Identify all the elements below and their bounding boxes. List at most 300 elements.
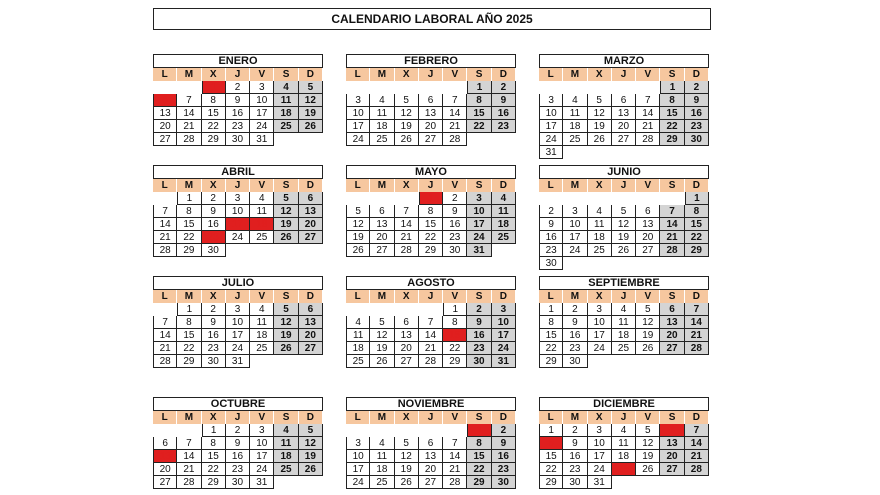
day-cell: 1 [539,303,563,316]
day-cell: 1 [419,192,443,205]
day-cell: 9 [539,218,563,231]
day-cell: 28 [419,355,443,368]
day-cell: 26 [636,342,660,355]
empty-cell [660,192,684,205]
day-cell: 6 [395,316,419,329]
weekday-header: D [492,179,516,192]
day-cell: 1 [202,424,226,437]
day-cell: 2 [467,303,491,316]
day-cell: 30 [492,476,516,489]
weekday-header: D [685,411,709,424]
day-cell: 15 [467,107,491,120]
day-cell: 3 [492,303,516,316]
weekday-header: V [636,290,660,303]
month-block-septiembre [539,276,709,368]
day-cell: 17 [346,120,370,133]
day-cell: 23 [467,342,491,355]
day-cell: 27 [419,476,443,489]
empty-cell [346,424,370,437]
day-cell: 3 [226,192,250,205]
day-cell: 19 [346,231,370,244]
day-cell: 23 [563,342,587,355]
day-cell: 18 [563,120,587,133]
day-cell: 7 [660,205,684,218]
day-cell: 25 [563,133,587,146]
empty-cell [370,81,394,94]
day-cell: 31 [250,476,274,489]
day-cell: 16 [202,329,226,342]
day-cell: 19 [370,342,394,355]
weekday-header: M [370,68,394,81]
day-cell: 21 [685,450,709,463]
day-cell: 13 [153,107,177,120]
weekday-header: D [492,68,516,81]
weekday-header: M [370,290,394,303]
month-name: ENERO [153,54,323,68]
empty-cell [612,192,636,205]
day-cell: 27 [660,342,684,355]
day-cell: 24 [588,463,612,476]
day-cell: 2 [563,303,587,316]
day-cell: 26 [299,463,323,476]
day-cell: 25 [370,476,394,489]
day-cell: 24 [588,342,612,355]
weekday-header: X [588,68,612,81]
day-cell: 1 [685,192,709,205]
day-cell: 31 [492,355,516,368]
day-cell: 13 [419,450,443,463]
empty-cell [177,81,201,94]
weekday-header: J [419,290,443,303]
month-days-grid [153,411,323,489]
day-cell: 5 [588,94,612,107]
day-cell: 21 [443,120,467,133]
day-cell: 23 [202,231,226,244]
day-cell: 5 [299,81,323,94]
day-cell: 22 [202,463,226,476]
day-cell: 9 [202,316,226,329]
day-cell: 28 [153,244,177,257]
day-cell: 17 [467,218,491,231]
day-cell: 29 [202,133,226,146]
day-cell: 9 [202,205,226,218]
day-cell: 5 [636,424,660,437]
day-cell: 22 [202,120,226,133]
day-cell: 28 [660,244,684,257]
day-cell: 13 [419,107,443,120]
day-cell: 19 [395,120,419,133]
day-cell: 17 [346,463,370,476]
weekday-header: L [539,290,563,303]
day-cell: 15 [177,329,201,342]
day-cell: 28 [153,355,177,368]
day-cell: 24 [226,342,250,355]
weekday-header: S [467,411,491,424]
day-cell: 1 [202,81,226,94]
month-block-mayo [346,165,516,257]
day-cell: 27 [153,133,177,146]
weekday-header: M [177,411,201,424]
day-cell: 15 [202,450,226,463]
day-cell: 23 [226,120,250,133]
day-cell: 3 [588,303,612,316]
day-cell: 8 [177,316,201,329]
day-cell: 29 [443,355,467,368]
day-cell: 4 [563,94,587,107]
empty-cell [443,81,467,94]
day-cell: 1 [177,303,201,316]
empty-cell [346,81,370,94]
month-days-grid [539,411,709,489]
day-cell: 9 [443,205,467,218]
empty-cell [419,303,443,316]
weekday-header: D [685,179,709,192]
day-cell: 1 [660,81,684,94]
day-cell: 29 [202,476,226,489]
day-cell: 13 [299,316,323,329]
day-cell: 21 [443,463,467,476]
month-name: AGOSTO [346,276,516,290]
day-cell: 1 [177,192,201,205]
day-cell: 3 [250,81,274,94]
day-cell: 2 [226,424,250,437]
weekday-header: J [612,290,636,303]
day-cell: 19 [636,329,660,342]
day-cell: 14 [660,218,684,231]
day-cell: 25 [250,342,274,355]
day-cell: 16 [492,107,516,120]
day-cell: 3 [563,205,587,218]
day-cell: 20 [612,120,636,133]
month-block-diciembre [539,397,709,489]
month-days-grid [539,179,709,270]
day-cell: 1 [467,81,491,94]
day-cell: 11 [274,437,298,450]
weekday-header: V [443,290,467,303]
day-cell: 2 [492,81,516,94]
day-cell: 27 [660,463,684,476]
empty-cell [153,192,177,205]
day-cell: 24 [250,463,274,476]
day-cell: 6 [636,205,660,218]
day-cell: 12 [636,316,660,329]
empty-cell [539,192,563,205]
weekday-header: S [274,179,298,192]
empty-cell [395,81,419,94]
day-cell: 14 [636,107,660,120]
day-cell: 25 [612,463,636,476]
weekday-header: L [153,68,177,81]
day-cell: 4 [250,192,274,205]
day-cell: 22 [539,463,563,476]
day-cell: 6 [299,303,323,316]
day-cell: 27 [612,133,636,146]
day-cell: 22 [539,342,563,355]
weekday-header: V [250,68,274,81]
day-cell: 27 [153,476,177,489]
day-cell: 15 [539,329,563,342]
day-cell: 31 [250,133,274,146]
day-cell: 23 [539,244,563,257]
day-cell: 18 [250,329,274,342]
empty-cell [443,424,467,437]
day-cell: 20 [370,231,394,244]
weekday-header: M [563,68,587,81]
day-cell: 25 [250,231,274,244]
day-cell: 19 [274,218,298,231]
day-cell: 16 [226,450,250,463]
day-cell: 5 [274,192,298,205]
day-cell: 9 [563,316,587,329]
weekday-header: M [370,411,394,424]
day-cell: 16 [563,329,587,342]
day-cell: 21 [177,120,201,133]
weekday-header: X [395,68,419,81]
month-block-junio [539,165,709,270]
empty-cell [636,81,660,94]
day-cell: 26 [395,133,419,146]
month-name: MARZO [539,54,709,68]
empty-cell [370,424,394,437]
empty-cell [370,303,394,316]
day-cell: 26 [299,120,323,133]
day-cell: 13 [395,329,419,342]
empty-cell [177,424,201,437]
weekday-header: S [660,68,684,81]
day-cell: 3 [539,94,563,107]
day-cell: 2 [563,424,587,437]
month-block-agosto [346,276,516,368]
day-cell: 20 [660,329,684,342]
day-cell: 12 [370,329,394,342]
day-cell: 26 [370,355,394,368]
weekday-header: V [250,411,274,424]
weekday-header: L [153,290,177,303]
weekday-header: M [563,290,587,303]
day-cell: 6 [299,192,323,205]
day-cell: 15 [539,450,563,463]
day-cell: 18 [492,218,516,231]
empty-cell [563,192,587,205]
day-cell: 1 [539,424,563,437]
empty-cell [395,303,419,316]
day-cell: 6 [370,205,394,218]
weekday-header: X [588,179,612,192]
day-cell: 18 [274,107,298,120]
month-block-octubre [153,397,323,489]
weekday-header: V [636,68,660,81]
day-cell: 29 [177,244,201,257]
day-cell: 19 [299,450,323,463]
day-cell: 12 [395,450,419,463]
day-cell: 12 [299,437,323,450]
day-cell: 17 [250,450,274,463]
empty-cell [153,81,177,94]
day-cell: 16 [492,450,516,463]
day-cell: 16 [685,107,709,120]
day-cell: 6 [660,424,684,437]
weekday-header: S [660,290,684,303]
day-cell: 7 [177,437,201,450]
day-cell: 22 [467,120,491,133]
month-days-grid [346,179,516,257]
day-cell: 28 [443,476,467,489]
weekday-header: D [685,68,709,81]
month-block-marzo [539,54,709,159]
day-cell: 2 [202,303,226,316]
day-cell: 28 [177,133,201,146]
empty-cell [588,81,612,94]
day-cell: 24 [346,476,370,489]
weekday-header: X [202,179,226,192]
day-cell: 25 [274,463,298,476]
day-cell: 6 [419,94,443,107]
day-cell: 30 [443,244,467,257]
day-cell: 4 [492,192,516,205]
month-name: FEBRERO [346,54,516,68]
day-cell: 7 [636,94,660,107]
day-cell: 16 [202,218,226,231]
day-cell: 12 [636,437,660,450]
day-cell: 2 [202,192,226,205]
day-cell: 24 [563,244,587,257]
day-cell: 6 [153,94,177,107]
weekday-header: L [346,411,370,424]
day-cell: 27 [370,244,394,257]
day-cell: 28 [395,244,419,257]
weekday-header: S [274,411,298,424]
weekday-header: S [274,68,298,81]
month-block-febrero [346,54,516,146]
day-cell: 10 [563,218,587,231]
weekday-header: S [467,68,491,81]
day-cell: 17 [588,450,612,463]
month-block-julio [153,276,323,368]
day-cell: 28 [636,133,660,146]
weekday-header: V [443,179,467,192]
day-cell: 9 [226,94,250,107]
day-cell: 29 [660,133,684,146]
weekday-header: V [250,290,274,303]
day-cell: 8 [177,205,201,218]
weekday-header: V [636,179,660,192]
month-name: DICIEMBRE [539,397,709,411]
weekday-header: J [226,68,250,81]
day-cell: 26 [612,244,636,257]
empty-cell [395,192,419,205]
day-cell: 21 [177,463,201,476]
day-cell: 22 [660,120,684,133]
day-cell: 31 [467,244,491,257]
month-block-abril [153,165,323,257]
day-cell: 18 [370,463,394,476]
day-cell: 11 [274,94,298,107]
day-cell: 11 [588,218,612,231]
day-cell: 9 [467,316,491,329]
day-cell: 16 [467,329,491,342]
day-cell: 10 [346,107,370,120]
day-cell: 16 [563,450,587,463]
day-cell: 27 [299,342,323,355]
day-cell: 24 [226,231,250,244]
day-cell: 9 [563,437,587,450]
weekday-header: M [563,411,587,424]
day-cell: 4 [250,303,274,316]
day-cell: 24 [539,133,563,146]
day-cell: 20 [419,120,443,133]
weekday-header: S [660,179,684,192]
day-cell: 26 [274,342,298,355]
day-cell: 3 [346,94,370,107]
day-cell: 12 [274,205,298,218]
day-cell: 5 [612,205,636,218]
day-cell: 8 [539,437,563,450]
empty-cell [419,81,443,94]
day-cell: 8 [467,94,491,107]
day-cell: 7 [443,437,467,450]
month-days-grid [539,68,709,159]
weekday-header: M [177,179,201,192]
day-cell: 13 [636,218,660,231]
weekday-header: X [202,290,226,303]
day-cell: 21 [660,231,684,244]
day-cell: 13 [660,316,684,329]
day-cell: 17 [563,231,587,244]
weekday-header: S [467,290,491,303]
day-cell: 18 [346,342,370,355]
day-cell: 20 [419,463,443,476]
day-cell: 30 [539,257,563,270]
day-cell: 20 [299,329,323,342]
day-cell: 18 [588,231,612,244]
empty-cell [636,192,660,205]
day-cell: 2 [443,192,467,205]
day-cell: 12 [299,94,323,107]
day-cell: 10 [250,94,274,107]
day-cell: 14 [153,329,177,342]
day-cell: 22 [419,231,443,244]
day-cell: 7 [177,94,201,107]
calendar-title: CALENDARIO LABORAL AÑO 2025 [153,8,711,30]
weekday-header: V [636,411,660,424]
month-days-grid [346,68,516,146]
day-cell: 26 [588,133,612,146]
day-cell: 31 [539,146,563,159]
weekday-header: V [443,411,467,424]
day-cell: 11 [346,329,370,342]
day-cell: 22 [467,463,491,476]
day-cell: 26 [274,231,298,244]
day-cell: 18 [274,450,298,463]
day-cell: 7 [443,94,467,107]
month-name: MAYO [346,165,516,179]
day-cell: 29 [539,476,563,489]
weekday-header: X [395,179,419,192]
day-cell: 4 [612,424,636,437]
day-cell: 25 [492,231,516,244]
day-cell: 5 [395,94,419,107]
day-cell: 17 [588,329,612,342]
weekday-header: L [346,179,370,192]
day-cell: 9 [685,94,709,107]
day-cell: 11 [370,450,394,463]
day-cell: 29 [419,244,443,257]
weekday-header: J [226,290,250,303]
day-cell: 16 [443,218,467,231]
month-name: ABRIL [153,165,323,179]
day-cell: 19 [274,329,298,342]
day-cell: 15 [685,218,709,231]
